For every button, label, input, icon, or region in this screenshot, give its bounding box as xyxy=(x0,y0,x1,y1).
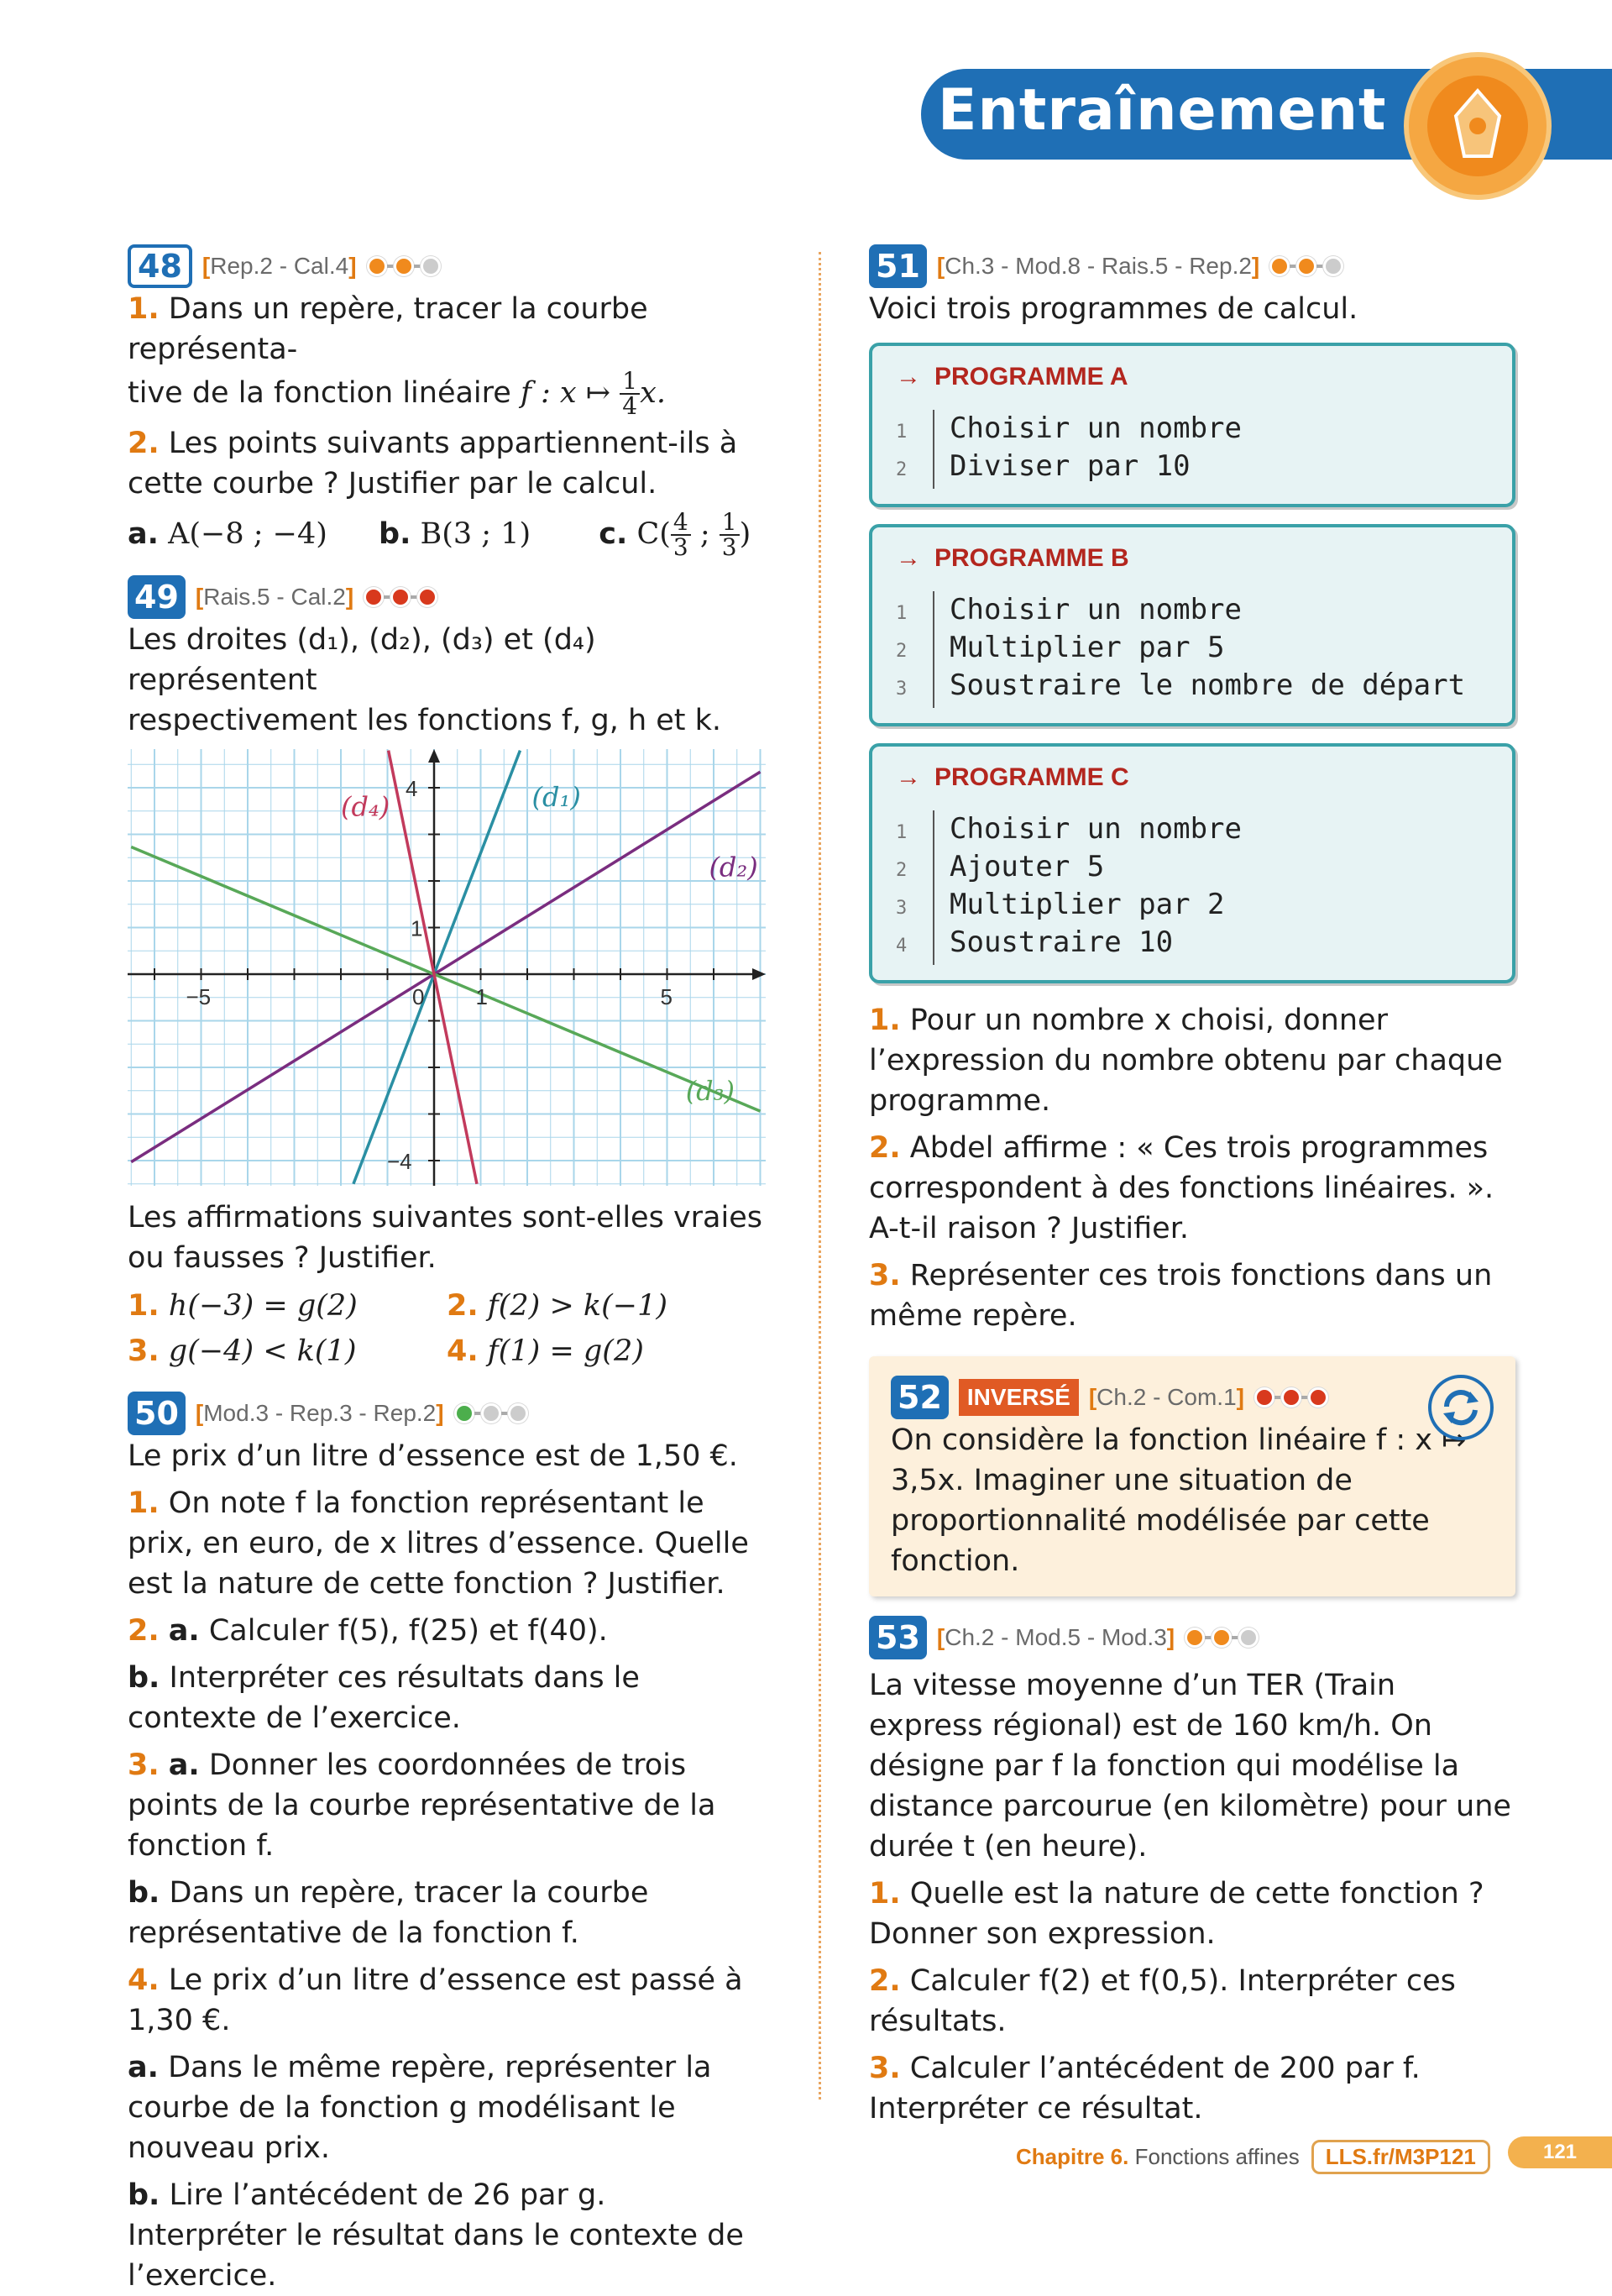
ex49-difficulty xyxy=(364,587,437,607)
arrow-right-icon: → xyxy=(896,763,921,791)
ex53-header xyxy=(869,1615,1515,1660)
tick-label-y-1: 1 xyxy=(411,915,423,941)
ex51-q3: 3. Représenter ces trois fonctions dans un même repère. xyxy=(869,1259,1493,1333)
recycle-icon xyxy=(1428,1375,1494,1440)
difficulty-dot xyxy=(481,1403,501,1423)
ex48-points: a. A(−8 ; −4) b. B(3 ; 1) c. C( $\frac{4}{3}$ ; $\frac{1}{3}$ ) xyxy=(128,508,751,561)
difficulty-dot xyxy=(1296,256,1316,276)
y-axis-arrow xyxy=(428,749,440,763)
ex48-number: 48 xyxy=(128,244,192,288)
ex52-tags: [Ch.2 - Com.1] xyxy=(1088,1384,1244,1410)
inverse-badge: INVERSÉ xyxy=(959,1379,1079,1416)
ex53-q1: 1. Quelle est la nature de cette fonction ? Donner son expression. xyxy=(869,1877,1484,1951)
line-label-d3: (d₃) xyxy=(685,1074,735,1107)
tick-label-x-5: 5 xyxy=(660,984,673,1009)
difficulty-dot xyxy=(390,587,411,607)
ex51-q2: 2. Abdel affirme : « Ces trois programmes correspondent à des fonctions linéaires. ». A-t-il raison ? Justifier. xyxy=(869,1131,1494,1245)
ex49-items xyxy=(128,1283,766,1374)
ex49-item-3: 3. g(−4) < k(1) xyxy=(128,1334,357,1368)
ex48-difficulty xyxy=(367,256,441,276)
ex49-graph xyxy=(128,749,766,1186)
ex53-q2: 2. Calculer f(2) et f(0,5). Interpréter ces résultats. xyxy=(869,1964,1456,2038)
line-label-d1: (d₁) xyxy=(531,781,581,814)
program-b: → PROGRAMME B 1 2 3 Choisir un nombre Multiplier par 5 Soustraire le nombre de départ xyxy=(869,524,1515,726)
difficulty-dot xyxy=(1281,1387,1301,1407)
ex48-q2: 2. Les points suivants appartiennent-ils à cette courbe ? Justifier par le calcul. xyxy=(128,427,738,501)
ex50-number: 50 xyxy=(128,1392,186,1435)
tick-label-origin: 0 xyxy=(412,984,425,1009)
ex48-q1: 1. Dans un repère, tracer la courbe représenta- tive de la fonction linéaire f : x ↦ $\frac{1}{4}$ x. xyxy=(128,292,666,420)
ex49-item-4: 4. f(1) = g(2) xyxy=(447,1334,644,1368)
x-axis-arrow xyxy=(752,968,766,980)
program-a: → PROGRAMME A 1 2 Choisir un nombre Diviser par 10 xyxy=(869,343,1515,507)
right-column xyxy=(869,240,1515,2129)
ex53-tags: [Ch.2 - Mod.5 - Mod.3] xyxy=(936,1624,1175,1650)
section-title: Entraînement xyxy=(938,77,1387,144)
ex52-box xyxy=(869,1356,1515,1596)
ex49-question: Les affirmations suivantes sont-elles vraies ou fausses ? Justifier. xyxy=(128,1201,762,1275)
ex49-item-1: 1. h(−3) = g(2) xyxy=(128,1289,358,1323)
ex50-q3b: b. Dans un repère, tracer la courbe représentative de la fonction f. xyxy=(128,1876,649,1950)
footer xyxy=(1016,2140,1490,2174)
ex50-q4b: b. Lire l’antécédent de 26 par g. Interpréter le résultat dans le contexte de l’exercice. xyxy=(128,2178,744,2293)
arrow-right-icon: → xyxy=(896,363,921,391)
ex50-q4a: a. Dans le même repère, représenter la courbe de la fonction g modélisant le nouveau prix. xyxy=(128,2051,712,2165)
ex51-intro: Voici trois programmes de calcul. xyxy=(869,292,1358,326)
ex48-tags: [Rep.2 - Cal.4] xyxy=(202,253,357,279)
difficulty-dot xyxy=(417,587,437,607)
tick-label-y-4: 4 xyxy=(406,776,418,801)
ex52-difficulty xyxy=(1254,1387,1328,1407)
medal-icon xyxy=(1404,52,1552,200)
ex51-header xyxy=(869,244,1515,289)
ex50-difficulty xyxy=(454,1403,528,1423)
ex53-q3: 3. Calculer l’antécédent de 200 par f. Interpréter ce résultat. xyxy=(869,2052,1421,2126)
difficulty-dot xyxy=(394,256,414,276)
tick-label-y-neg4: −4 xyxy=(387,1149,412,1174)
ex51-difficulty xyxy=(1269,256,1343,276)
difficulty-dot xyxy=(364,587,384,607)
ex50-intro: Le prix d’un litre d’essence est de 1,50 €. xyxy=(128,1439,738,1473)
ex49-number: 49 xyxy=(128,575,186,619)
difficulty-dot xyxy=(421,256,441,276)
tick-label-x-1: 1 xyxy=(475,984,488,1009)
page-number: 121 xyxy=(1508,2136,1612,2168)
ex50-q2b: b. Interpréter ces résultats dans le contexte de l’exercice. xyxy=(128,1661,640,1735)
ex50-q1: 1. On note f la fonction représentant le prix, en euro, de x litres d’essence. Quelle est la nature de cette fonction ? Justifier. xyxy=(128,1486,749,1601)
difficulty-dot xyxy=(454,1403,474,1423)
ex52-number: 52 xyxy=(891,1376,949,1419)
line-label-d4: (d₄) xyxy=(341,790,390,823)
difficulty-dot xyxy=(508,1403,528,1423)
ex53-difficulty xyxy=(1185,1628,1259,1648)
left-column xyxy=(128,240,766,2296)
difficulty-dot xyxy=(1308,1387,1328,1407)
arrow-right-icon: → xyxy=(896,544,921,572)
ex50-q4: 4. Le prix d’un litre d’essence est passé à 1,30 €. xyxy=(128,1963,743,2037)
ex49-item-2: 2. f(2) > k(−1) xyxy=(447,1289,668,1323)
ex49-tags: [Rais.5 - Cal.2] xyxy=(195,584,354,610)
difficulty-dot xyxy=(1238,1628,1259,1648)
line-d3 xyxy=(131,847,760,1111)
ex48-header xyxy=(128,244,766,289)
ex52-header xyxy=(891,1375,1495,1420)
ex53-number: 53 xyxy=(869,1616,927,1659)
line-label-d2: (d₂) xyxy=(709,851,758,883)
ex49-intro: Les droites (d₁), (d₂), (d₃) et (d₄) représentent respectivement les fonctions f, g, h et k. xyxy=(128,623,722,737)
difficulty-dot xyxy=(1269,256,1290,276)
tick-label-x-neg5: −5 xyxy=(186,984,212,1009)
ex51-q1: 1. Pour un nombre x choisi, donner l’expression du nombre obtenu par chaque programme. xyxy=(869,1004,1503,1118)
column-separator xyxy=(819,252,821,2099)
footer-link[interactable]: LLS.fr/M3P121 xyxy=(1311,2140,1490,2174)
ex52-text: On considère la fonction linéaire f : x ↦ 3,5x. Imaginer une situation de proportionnalité modélisée par cette fonction. xyxy=(891,1423,1467,1578)
footer-chapter-title: Fonctions affines xyxy=(1134,2144,1300,2169)
difficulty-dot xyxy=(1212,1628,1232,1648)
difficulty-dot xyxy=(367,256,387,276)
ex50-q3a: 3. a. Donner les coordonnées de trois points de la courbe représentative de la fonction f. xyxy=(128,1748,716,1863)
difficulty-dot xyxy=(1185,1628,1205,1648)
ex50-header xyxy=(128,1391,766,1436)
footer-chapter: Chapitre 6. xyxy=(1016,2144,1129,2169)
difficulty-dot xyxy=(1323,256,1343,276)
ex49-header xyxy=(128,574,766,620)
ex53-intro: La vitesse moyenne d’un TER (Train express régional) est de 160 km/h. On désigne par f la fonction qui modélise la distance parcourue (en kilomètre) pour une durée t (en heure). xyxy=(869,1669,1511,1864)
line-d2 xyxy=(131,772,760,1162)
ex51-number: 51 xyxy=(869,244,927,288)
line-d4 xyxy=(389,751,477,1184)
ex50-q2a: 2. a. Calculer f(5), f(25) et f(40). xyxy=(128,1614,608,1648)
ex50-tags: [Mod.3 - Rep.3 - Rep.2] xyxy=(195,1400,444,1426)
program-c: → PROGRAMME C 1 2 3 4 Choisir un nombre Ajouter 5 Multiplier par 2 Soustraire 10 xyxy=(869,743,1515,983)
difficulty-dot xyxy=(1254,1387,1274,1407)
ex51-tags: [Ch.3 - Mod.8 - Rais.5 - Rep.2] xyxy=(936,253,1260,279)
